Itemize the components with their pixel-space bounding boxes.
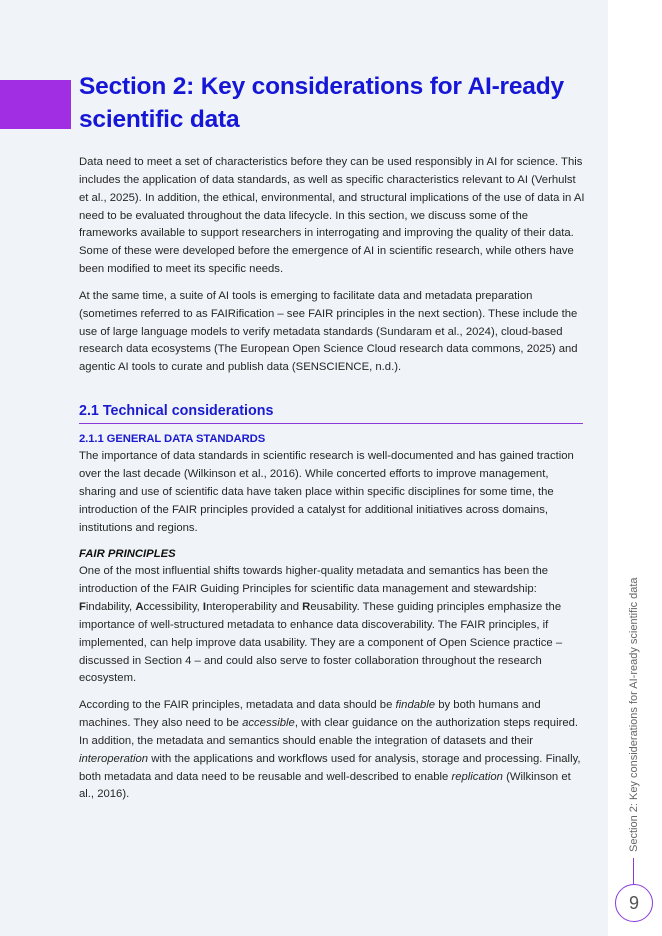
page-number: 9 [628, 892, 639, 913]
text-run: , with clear guidance on the authorization steps required. In addition, the metadata and semantics should enable the integration of datasets and their [79, 717, 579, 747]
intro-paragraph-1: Data need to meet a set of characteristics before they can be used responsibly in AI for science. This includes the application of data standards, as well as specific characteristics relevant to AI (Verhulst et al., 2025). In addition, the ethical, environmental, and structural implications of the use of data in AI need to be evaluated throughout the data lifecycle. In this section, we discuss some of the frameworks available to support researchers in interrogating and improving the quality of their data. Some of these were developed before the emergence of AI in scientific research, while others have been modified to meet its specific needs. [79, 156, 585, 276]
fair-letter-r: R [302, 601, 311, 614]
fair-letter-a: A [135, 601, 144, 614]
text-run: eusability. These guiding principles emphasize the importance of well-structured metadata to enhance data discoverability. The FAIR principles, if implemented, can help improve data usability. They are a component of Open Science practice – discussed in Section 4 – and could also serve to foster collaboration throughout the research ecosystem. [79, 601, 563, 685]
text-run: nteroperability and [206, 601, 303, 614]
running-header-connector-line [633, 858, 634, 885]
technical-considerations-heading: 2.1 Technical considerations [79, 401, 583, 424]
intro-paragraph-2: At the same time, a suite of AI tools is emerging to facilitate data and metadata preparation (sometimes referred to as FAIRification – see FAIR principles in the next section). These include the use of large language models to verify metadata standards (Sundaram et al., 2024), cloud-based research data ecosystems (The European Open Science Cloud research data commons, 2025) and agentic AI tools to curate and publish data (SENSCIENCE, n.d.). [79, 289, 578, 374]
emphasis-findable: findable [395, 699, 436, 712]
data-standards-paragraph: The importance of data standards in scientific research is well-documented and has gained traction over the last decade (Wilkinson et al., 2016). While concerted efforts to improve management, sharing and use of scientific data have taken place within specific disciplines for some time, the introduction of the FAIR principles provided a catalyst for additional initiatives across domains, institutions and regions. [79, 450, 574, 534]
fair-paragraph-2 [79, 697, 585, 804]
text-run: by both humans and machines. They also need to be [79, 699, 541, 730]
text-run: ccessibility, [143, 601, 203, 614]
emphasis-replication: replication [451, 770, 503, 783]
fair-letter-f: F [79, 601, 86, 614]
section-accent-block [0, 80, 71, 129]
fair-principles-heading: FAIR PRINCIPLES [79, 548, 176, 561]
emphasis-interoperation: interoperation [79, 752, 149, 765]
section-content [79, 154, 585, 804]
fair-letter-i: I [202, 601, 207, 614]
text-run: indability, [85, 601, 136, 614]
text-run: According to the FAIR principles, metadata and data should be [79, 699, 396, 712]
fair-paragraph-1 [79, 563, 585, 688]
emphasis-accessible: accessible [242, 717, 295, 730]
page-number-badge [615, 884, 653, 922]
section-title: Section 2: Key considerations for AI-ready scientific data [79, 73, 564, 133]
text-run: (Wilkinson et al., 2016). [79, 770, 571, 801]
text-run: with the applications and workflows used for analysis, storage and processing. Finally, both metadata and data need to be reusable and well-described to enable [79, 752, 581, 783]
running-header-vertical: Section 2: Key considerations for AI-ready scientific data [628, 577, 640, 852]
general-data-standards-heading: 2.1.1 GENERAL DATA STANDARDS [79, 433, 266, 446]
text-run: One of the most influential shifts towards higher-quality metadata and semantics has been the introduction of the FAIR Guiding Principles for scientific data management and stewardship: [79, 565, 549, 596]
